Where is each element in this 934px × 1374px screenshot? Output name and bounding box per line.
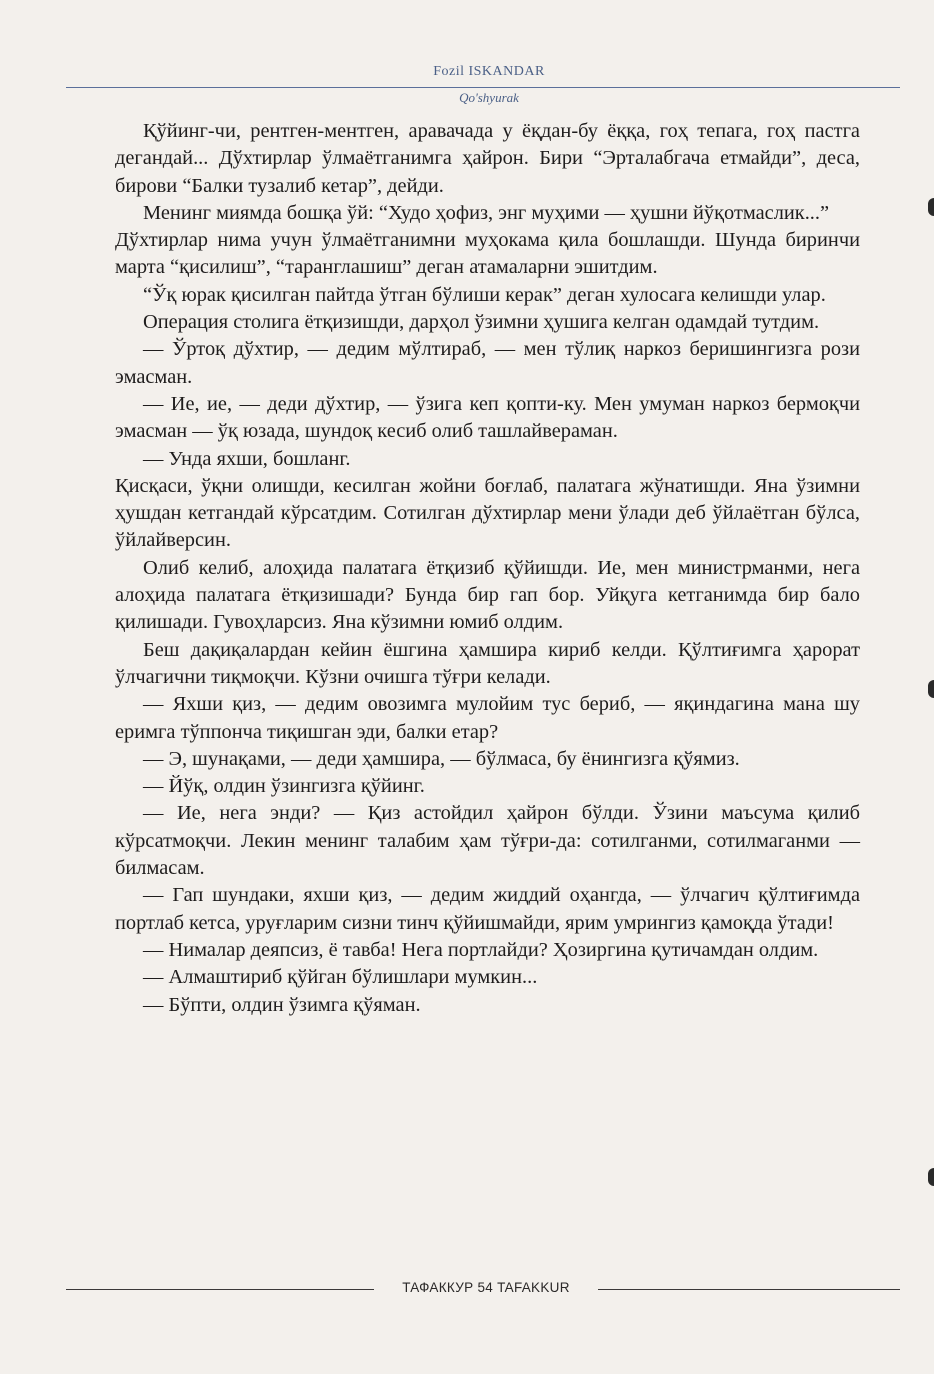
paragraph: Дўхтирлар нима учун ўлмаётганимни муҳокама қила бошлашди. Шунда биринчи марта “қисилиш”, “таранглашиш” деган атамаларни эшитдим. — [115, 229, 860, 279]
paragraph: — Нималар деяпсиз, ё тавба! Нега портлайди? Ҳозиргина қутичамдан олдим. — [143, 938, 819, 961]
page-footer — [0, 1280, 934, 1300]
binder-hole-mark — [928, 1168, 934, 1186]
paragraph: — Бўпти, олдин ўзимга қўяман. — [143, 993, 421, 1016]
paragraph: — Яхши қиз, — дедим овозимга мулойим тус бериб, — яқиндагина мана шу еримга тўппонча тиқишган эди, балки етар? — [115, 693, 860, 743]
binder-hole-mark — [928, 198, 934, 216]
paragraph: — Унда яхши, бошланг. — [143, 447, 351, 470]
paragraph: — Ие, ие, — деди дўхтир, — ўзига кеп қопти-ку. Мен умуман наркоз бермоқчи эмасман — ўқ юзада, шундоқ кесиб олиб ташлайвераман. — [115, 392, 860, 443]
footer-page-label: ТАФАККУР 54 TAFAKKUR — [402, 1280, 570, 1295]
paragraph: — Гап шундаки, яхши қиз, — дедим жиддий оҳангда, — ўлчагич қўлтиғимда портлаб кетса, уруғларим сизни тинч қўйишмайди, ярим умрингиз қамоқда ўтади! — [115, 884, 860, 934]
header-title: Qo'shyurak — [459, 90, 519, 105]
paragraph: — Э, шунақами, — деди ҳамшира, — бўлмаса, бу ёнингизга қўямиз. — [143, 747, 740, 770]
paragraph: — Ўртоқ дўхтир, — дедим мўлтираб, — мен тўлиқ наркоз беришингизга рози эмасман. — [115, 338, 860, 388]
paragraph: — Йўқ, олдин ўзингизга қўйинг. — [143, 775, 425, 798]
header-author: Fozil ISKANDAR — [433, 64, 545, 79]
paragraph: “Ўқ юрак қисилган пайтда ўтган бўлиши керак” деган хулосага келишди улар. — [143, 283, 826, 306]
paragraph: Беш дақиқалардан кейин ёшгина ҳамшира кириб келди. Қўлтиғимга ҳарорат ўлчагични тиқмоқчи. Кўзни очишга тўғри келади. — [115, 638, 860, 688]
article-body — [115, 118, 860, 1019]
paragraph: Қисқаси, ўқни олишди, кесилган жойни боғлаб, палатага жўнатишди. Яна ўзимни ҳушдан кетгандай кўрсатдим. Сотилган дўхтирлар мени ўлади деб ўйлаётган бўлса, ўйлайверсин. — [115, 474, 860, 552]
footer-divider-right — [598, 1289, 900, 1290]
paragraph: — Ие, нега энди? — Қиз астойдил ҳайрон бўлди. Ўзини маъсума қилиб кўрсатмоқчи. Лекин менинг талабим ҳам тўғри-да: сотилганми, сотилмаганми — билмасам. — [115, 802, 860, 880]
paragraph: Олиб келиб, алоҳида палатага ётқизиб қўйишди. Ие, мен министрманми, нега алоҳида палатага ётқизишади? Бунда бир гап бор. Уйқуга кетганимда бир бало қилишади. Гувоҳларсиз. Яна кўзимни юмиб олдим. — [115, 556, 860, 634]
paragraph: — Алмаштириб қўйган бўлишлари мумкин... — [143, 966, 538, 989]
paragraph: Менинг миямда бошқа ўй: “Худо ҳофиз, энг муҳими — ҳушни йўқотмаслик...” — [143, 201, 830, 224]
footer-divider-left — [66, 1289, 374, 1290]
paragraph: Операция столига ётқизишди, дарҳол ўзимни ҳушига келган одамдай тутдим. — [143, 311, 820, 334]
binder-hole-mark — [928, 680, 934, 698]
paragraph: Қўйинг-чи, рентген-ментген, аравачада у ёқдан-бу ёққа, гоҳ тепага, гоҳ пастга дегандай... Дўхтирлар ўлмаётганимга ҳайрон. Бири “Эрталабгача етмайди”, деса, бирови “Балки тузалиб кетар”, дейди. — [115, 120, 860, 197]
header-divider — [66, 87, 900, 88]
